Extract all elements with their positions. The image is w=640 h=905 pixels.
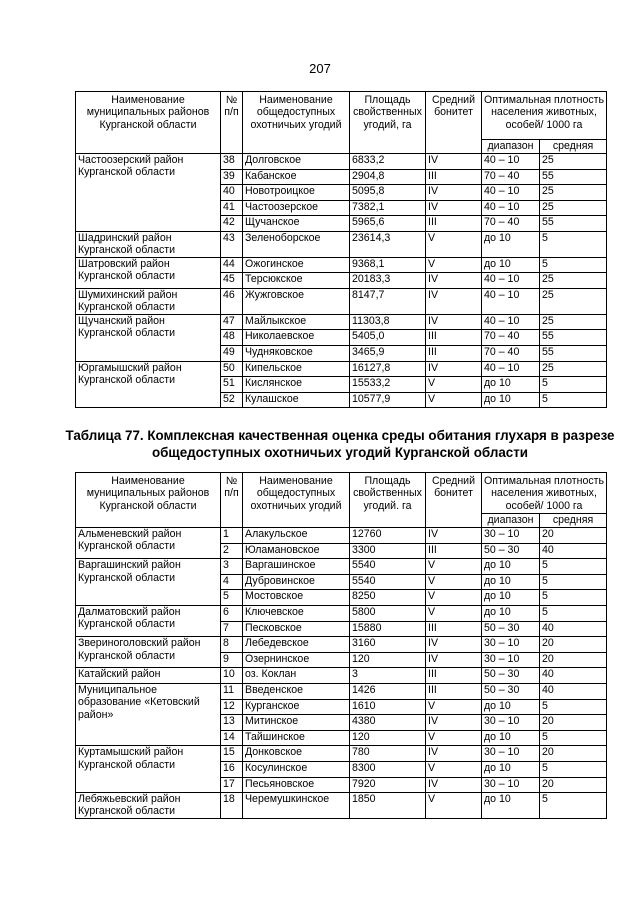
cell-area: 15533,2 xyxy=(350,377,426,393)
cell-area: 1850 xyxy=(350,793,426,819)
table-row xyxy=(76,361,607,377)
header-num: № п/п xyxy=(221,92,243,154)
header-range: диапазон xyxy=(482,140,540,154)
table-row xyxy=(76,154,607,170)
cell-area: 16127,8 xyxy=(350,361,426,377)
cell-range: до 10 xyxy=(482,793,540,819)
cell-district: Шадринский район Курганской области xyxy=(76,231,221,257)
cell-num: 6 xyxy=(221,605,243,621)
cell-area: 5095,8 xyxy=(350,185,426,201)
cell-area: 5965,6 xyxy=(350,216,426,232)
cell-ground: Алакульское xyxy=(243,528,350,544)
cell-avg: 40 xyxy=(540,668,607,684)
cell-area: 12760 xyxy=(350,528,426,544)
cell-ground: Митинское xyxy=(243,715,350,731)
cell-bonitet: V xyxy=(426,793,482,819)
cell-num: 18 xyxy=(221,793,243,819)
cell-avg: 5 xyxy=(540,574,607,590)
header-district: Наименование муниципальных районов Курганской области xyxy=(76,473,221,528)
cell-num: 11 xyxy=(221,683,243,699)
cell-area: 5540 xyxy=(350,574,426,590)
cell-bonitet: III xyxy=(426,683,482,699)
cell-range: 40 – 10 xyxy=(482,273,540,289)
cell-avg: 20 xyxy=(540,652,607,668)
cell-num: 8 xyxy=(221,637,243,653)
cell-num: 5 xyxy=(221,590,243,606)
cell-ground: Зеленоборское xyxy=(243,231,350,257)
cell-num: 16 xyxy=(221,761,243,777)
cell-range: 30 – 10 xyxy=(482,637,540,653)
cell-range: 40 – 10 xyxy=(482,361,540,377)
cell-avg: 20 xyxy=(540,715,607,731)
cell-ground: Мостовское xyxy=(243,590,350,606)
cell-bonitet: IV xyxy=(426,777,482,793)
cell-num: 7 xyxy=(221,621,243,637)
cell-avg: 5 xyxy=(540,730,607,746)
cell-avg: 5 xyxy=(540,793,607,819)
cell-range: 40 – 10 xyxy=(482,154,540,170)
cell-num: 43 xyxy=(221,231,243,257)
cell-bonitet: IV xyxy=(426,200,482,216)
cell-ground: Кипельское xyxy=(243,361,350,377)
cell-num: 41 xyxy=(221,200,243,216)
cell-avg: 5 xyxy=(540,559,607,575)
cell-area: 1426 xyxy=(350,683,426,699)
cell-area: 3300 xyxy=(350,543,426,559)
header-bonitet: Средний бонитет xyxy=(426,92,482,154)
cell-range: до 10 xyxy=(482,730,540,746)
cell-range: до 10 xyxy=(482,257,540,273)
table-habitat-assessment-2 xyxy=(75,472,607,819)
cell-num: 38 xyxy=(221,154,243,170)
cell-bonitet: V xyxy=(426,730,482,746)
cell-bonitet: V xyxy=(426,590,482,606)
cell-area: 9368,1 xyxy=(350,257,426,273)
cell-range: 70 – 40 xyxy=(482,169,540,185)
table-habitat-assessment-1 xyxy=(75,91,607,408)
cell-range: 30 – 10 xyxy=(482,528,540,544)
cell-ground: Терсюкское xyxy=(243,273,350,289)
cell-ground: Косулинское xyxy=(243,761,350,777)
cell-ground: Тайшинское xyxy=(243,730,350,746)
cell-district: Муниципальное образование «Кетовский район» xyxy=(76,683,221,745)
cell-bonitet: V xyxy=(426,699,482,715)
cell-range: до 10 xyxy=(482,574,540,590)
cell-ground: Кулашское xyxy=(243,392,350,408)
cell-bonitet: III xyxy=(426,621,482,637)
header-ground: Наименование общедоступных охотничьих угодий xyxy=(243,92,350,154)
cell-avg: 5 xyxy=(540,761,607,777)
cell-range: до 10 xyxy=(482,377,540,393)
cell-bonitet: V xyxy=(426,392,482,408)
header-density: Оптимальная плотность населения животных, особей/ 1000 га xyxy=(482,92,607,140)
cell-num: 48 xyxy=(221,330,243,346)
page-number: 207 xyxy=(309,61,331,76)
cell-avg: 55 xyxy=(540,330,607,346)
cell-ground: Введенское xyxy=(243,683,350,699)
cell-range: до 10 xyxy=(482,761,540,777)
cell-area: 4380 xyxy=(350,715,426,731)
cell-ground: Майлыкское xyxy=(243,314,350,330)
cell-num: 40 xyxy=(221,185,243,201)
cell-avg: 5 xyxy=(540,605,607,621)
cell-num: 49 xyxy=(221,345,243,361)
cell-num: 14 xyxy=(221,730,243,746)
cell-ground: Николаевское xyxy=(243,330,350,346)
cell-district: Звериноголовский район Курганской области xyxy=(76,637,221,668)
cell-avg: 40 xyxy=(540,543,607,559)
cell-range: до 10 xyxy=(482,605,540,621)
table-caption: Таблица 77. Комплексная качественная оценка среды обитания глухаря в разрезе общедоступных охотничьих угодий Курганской области xyxy=(65,428,615,461)
cell-num: 39 xyxy=(221,169,243,185)
cell-bonitet: V xyxy=(426,377,482,393)
cell-bonitet: III xyxy=(426,216,482,232)
cell-district: Лебяжьевский район Курганской области xyxy=(76,793,221,819)
cell-range: 40 – 10 xyxy=(482,314,540,330)
cell-num: 2 xyxy=(221,543,243,559)
cell-num: 15 xyxy=(221,746,243,762)
table-body xyxy=(76,154,607,408)
cell-range: до 10 xyxy=(482,590,540,606)
cell-avg: 55 xyxy=(540,345,607,361)
cell-district: Катайский район xyxy=(76,668,221,684)
cell-avg: 25 xyxy=(540,361,607,377)
cell-district: Шумихинский район Курганской области xyxy=(76,288,221,314)
cell-bonitet: IV xyxy=(426,637,482,653)
cell-num: 42 xyxy=(221,216,243,232)
cell-bonitet: IV xyxy=(426,185,482,201)
cell-avg: 25 xyxy=(540,185,607,201)
cell-district: Альменевский район Курганской области xyxy=(76,528,221,559)
cell-district: Куртамышский район Курганской области xyxy=(76,746,221,793)
cell-area: 3465,9 xyxy=(350,345,426,361)
cell-avg: 5 xyxy=(540,231,607,257)
cell-bonitet: IV xyxy=(426,715,482,731)
cell-bonitet: V xyxy=(426,231,482,257)
cell-area: 120 xyxy=(350,730,426,746)
cell-bonitet: IV xyxy=(426,273,482,289)
header-range: диапазон xyxy=(482,514,540,528)
cell-num: 45 xyxy=(221,273,243,289)
table-row xyxy=(76,314,607,330)
cell-range: 50 – 30 xyxy=(482,683,540,699)
cell-avg: 5 xyxy=(540,699,607,715)
cell-ground: Частоозерское xyxy=(243,200,350,216)
cell-district: Далматовский район Курганской области xyxy=(76,605,221,636)
cell-district: Щучанский район Курганской области xyxy=(76,314,221,361)
cell-range: 70 – 40 xyxy=(482,330,540,346)
cell-bonitet: IV xyxy=(426,154,482,170)
cell-district: Частоозерский район Курганской области xyxy=(76,154,221,232)
cell-bonitet: III xyxy=(426,169,482,185)
cell-range: 30 – 10 xyxy=(482,652,540,668)
cell-bonitet: IV xyxy=(426,528,482,544)
header-ground: Наименование общедоступных охотничьих угодий xyxy=(243,473,350,528)
cell-num: 13 xyxy=(221,715,243,731)
cell-avg: 25 xyxy=(540,154,607,170)
cell-num: 44 xyxy=(221,257,243,273)
cell-ground: Песьяновское xyxy=(243,777,350,793)
cell-num: 9 xyxy=(221,652,243,668)
cell-ground: Курганское xyxy=(243,699,350,715)
cell-avg: 5 xyxy=(540,590,607,606)
cell-bonitet: III xyxy=(426,330,482,346)
cell-bonitet: V xyxy=(426,559,482,575)
cell-avg: 40 xyxy=(540,621,607,637)
header-bonitet: Средний бонитет xyxy=(426,473,482,528)
table-row xyxy=(76,637,607,653)
cell-bonitet: IV xyxy=(426,314,482,330)
cell-num: 17 xyxy=(221,777,243,793)
header-avg: средняя xyxy=(540,514,607,528)
cell-bonitet: IV xyxy=(426,361,482,377)
cell-range: 50 – 30 xyxy=(482,543,540,559)
cell-avg: 40 xyxy=(540,683,607,699)
cell-range: до 10 xyxy=(482,699,540,715)
cell-range: 30 – 10 xyxy=(482,715,540,731)
table-row xyxy=(76,668,607,684)
table-row xyxy=(76,559,607,575)
cell-area: 5405,0 xyxy=(350,330,426,346)
table-row xyxy=(76,528,607,544)
cell-area: 3160 xyxy=(350,637,426,653)
header-density: Оптимальная плотность населения животных, особей/ 1000 га xyxy=(482,473,607,514)
cell-ground: Чудняковское xyxy=(243,345,350,361)
cell-area: 6833,2 xyxy=(350,154,426,170)
cell-num: 52 xyxy=(221,392,243,408)
cell-range: до 10 xyxy=(482,231,540,257)
table-row xyxy=(76,257,607,273)
cell-num: 51 xyxy=(221,377,243,393)
cell-range: 50 – 30 xyxy=(482,668,540,684)
cell-avg: 5 xyxy=(540,377,607,393)
cell-ground: Дубровинское xyxy=(243,574,350,590)
cell-bonitet: III xyxy=(426,543,482,559)
cell-avg: 25 xyxy=(540,200,607,216)
cell-range: 40 – 10 xyxy=(482,288,540,314)
cell-area: 8147,7 xyxy=(350,288,426,314)
cell-bonitet: V xyxy=(426,574,482,590)
cell-num: 12 xyxy=(221,699,243,715)
table-row xyxy=(76,746,607,762)
cell-ground: Песковское xyxy=(243,621,350,637)
cell-avg: 25 xyxy=(540,288,607,314)
cell-avg: 5 xyxy=(540,392,607,408)
table-row xyxy=(76,231,607,257)
cell-ground: Юламановское xyxy=(243,543,350,559)
table-row xyxy=(76,793,607,819)
cell-avg: 55 xyxy=(540,169,607,185)
cell-avg: 55 xyxy=(540,216,607,232)
cell-bonitet: V xyxy=(426,605,482,621)
cell-num: 50 xyxy=(221,361,243,377)
cell-area: 15880 xyxy=(350,621,426,637)
header-district: Наименование муниципальных районов Курганской области xyxy=(76,92,221,154)
cell-ground: Кабанское xyxy=(243,169,350,185)
cell-bonitet: IV xyxy=(426,652,482,668)
cell-ground: Лебедевское xyxy=(243,637,350,653)
cell-avg: 20 xyxy=(540,637,607,653)
cell-area: 7382,1 xyxy=(350,200,426,216)
cell-num: 10 xyxy=(221,668,243,684)
cell-ground: Ключевское xyxy=(243,605,350,621)
header-avg: средняя xyxy=(540,140,607,154)
cell-bonitet: V xyxy=(426,761,482,777)
cell-bonitet: III xyxy=(426,668,482,684)
cell-avg: 5 xyxy=(540,257,607,273)
cell-ground: Донковское xyxy=(243,746,350,762)
cell-ground: Жужговское xyxy=(243,288,350,314)
cell-range: 40 – 10 xyxy=(482,185,540,201)
cell-num: 4 xyxy=(221,574,243,590)
cell-avg: 25 xyxy=(540,273,607,289)
header-area: Площадь свойственных угодий, га xyxy=(350,92,426,154)
cell-area: 23614,3 xyxy=(350,231,426,257)
header-area: Площадь свойственных угодий. га xyxy=(350,473,426,528)
cell-bonitet: IV xyxy=(426,288,482,314)
cell-area: 5540 xyxy=(350,559,426,575)
cell-area: 20183,3 xyxy=(350,273,426,289)
cell-avg: 20 xyxy=(540,777,607,793)
cell-area: 1610 xyxy=(350,699,426,715)
cell-ground: Кислянское xyxy=(243,377,350,393)
cell-district: Юргамышский район Курганской области xyxy=(76,361,221,408)
cell-area: 5800 xyxy=(350,605,426,621)
cell-range: 30 – 10 xyxy=(482,777,540,793)
cell-ground: Долговское xyxy=(243,154,350,170)
cell-avg: 20 xyxy=(540,528,607,544)
cell-range: до 10 xyxy=(482,559,540,575)
table-body xyxy=(76,528,607,819)
cell-bonitet: III xyxy=(426,345,482,361)
cell-range: 70 – 40 xyxy=(482,345,540,361)
cell-avg: 20 xyxy=(540,746,607,762)
cell-range: 40 – 10 xyxy=(482,200,540,216)
header-num: № п/п xyxy=(221,473,243,528)
cell-num: 47 xyxy=(221,314,243,330)
cell-area: 780 xyxy=(350,746,426,762)
cell-ground: Озернинское xyxy=(243,652,350,668)
cell-range: 50 – 30 xyxy=(482,621,540,637)
cell-area: 8300 xyxy=(350,761,426,777)
cell-district: Шатровский район Курганской области xyxy=(76,257,221,288)
cell-area: 3 xyxy=(350,668,426,684)
cell-area: 11303,8 xyxy=(350,314,426,330)
cell-ground: Черемушкинское xyxy=(243,793,350,819)
cell-range: 30 – 10 xyxy=(482,746,540,762)
cell-area: 10577,9 xyxy=(350,392,426,408)
cell-avg: 25 xyxy=(540,314,607,330)
cell-area: 120 xyxy=(350,652,426,668)
cell-bonitet: V xyxy=(426,257,482,273)
cell-ground: Новотроицкое xyxy=(243,185,350,201)
cell-area: 8250 xyxy=(350,590,426,606)
cell-ground: оз. Коклан xyxy=(243,668,350,684)
cell-ground: Ожогинское xyxy=(243,257,350,273)
cell-bonitet: IV xyxy=(426,746,482,762)
cell-num: 46 xyxy=(221,288,243,314)
cell-district: Варгашинский район Курганской области xyxy=(76,559,221,606)
table-row xyxy=(76,605,607,621)
cell-ground: Щучанское xyxy=(243,216,350,232)
table-row xyxy=(76,683,607,699)
table-row xyxy=(76,288,607,314)
cell-num: 3 xyxy=(221,559,243,575)
cell-area: 2904,8 xyxy=(350,169,426,185)
cell-range: до 10 xyxy=(482,392,540,408)
cell-range: 70 – 40 xyxy=(482,216,540,232)
cell-area: 7920 xyxy=(350,777,426,793)
cell-num: 1 xyxy=(221,528,243,544)
cell-ground: Варгашинское xyxy=(243,559,350,575)
